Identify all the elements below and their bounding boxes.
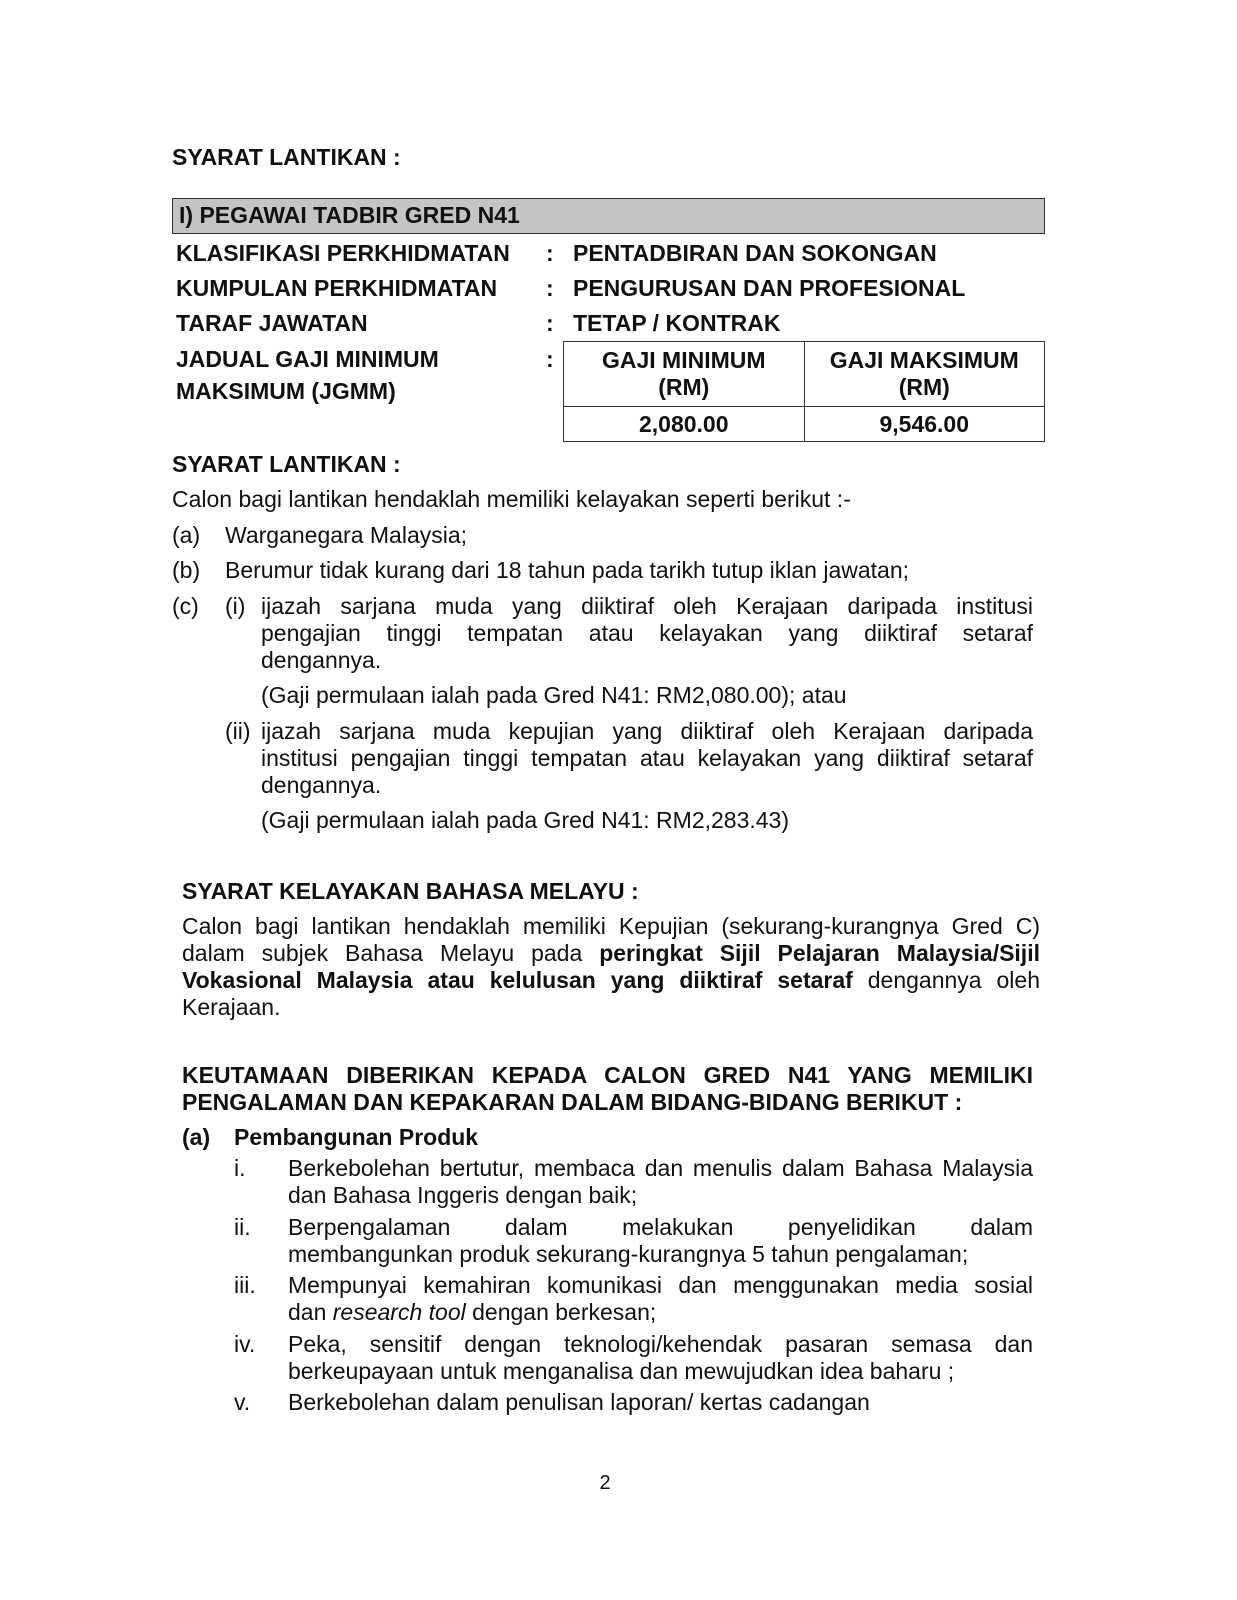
field-colon: : [546, 240, 554, 266]
syarat-c-i-line1: ijazah sarjana muda yang diiktiraf oleh Kerajaan daripada institusi [261, 593, 1033, 619]
list-marker: v. [234, 1389, 251, 1415]
syarat-c-ii-line2: institusi pengajian tinggi tempatan atau kelayakan yang diiktiraf setaraf [261, 745, 1033, 771]
bahasa-line1: Calon bagi lantikan hendaklah memiliki Kepujian (sekurang-kurangnya Gred C) [182, 913, 1040, 939]
list-marker: (i) [225, 593, 246, 619]
keutamaan-item-4-line1: Peka, sensitif dengan teknologi/kehendak pasaran semasa dan [288, 1331, 1033, 1357]
syarat-c-i-salary: (Gaji permulaan ialah pada Gred N41: RM2,080.00); atau [261, 682, 847, 708]
keutamaan-item-1-line2: dan Bahasa Inggeris dengan baik; [288, 1182, 638, 1208]
salary-max-header [804, 342, 1045, 407]
jgmm-label-line2: MAKSIMUM (JGMM) [176, 378, 396, 404]
section-heading-bahasa: SYARAT KELAYAKAN BAHASA MELAYU : [182, 878, 639, 904]
item-3-line2-post: dengan berkesan; [465, 1299, 657, 1325]
field-value-taraf: TETAP / KONTRAK [573, 310, 781, 336]
list-marker: (ii) [225, 718, 251, 744]
list-marker: (a) [182, 1124, 211, 1150]
salary-min-header-line2: (RM) [658, 374, 710, 400]
keutamaan-item-2-line1: Berpengalaman dalam melakukan penyelidikan dalam [288, 1214, 1033, 1240]
salary-min-value: 2,080.00 [564, 407, 805, 442]
field-colon: : [546, 346, 554, 372]
salary-min-header [564, 342, 805, 407]
keutamaan-item-5-line1: Berkebolehan dalam penulisan laporan/ kertas cadangan [288, 1389, 870, 1415]
keutamaan-heading-line2: PENGALAMAN DAN KEPAKARAN DALAM BIDANG-BIDANG BERIKUT : [182, 1089, 963, 1115]
list-marker: (c) [172, 593, 199, 619]
field-label-klasifikasi: KLASIFIKASI PERKHIDMATAN [176, 240, 510, 266]
syarat-c-ii-line1: ijazah sarjana muda kepujian yang diiktiraf oleh Kerajaan daripada [261, 718, 1033, 744]
keutamaan-item-3-line1: Mempunyai kemahiran komunikasi dan menggunakan media sosial [288, 1272, 1033, 1298]
syarat-item-a: Warganegara Malaysia; [225, 522, 468, 548]
list-marker: ii. [234, 1214, 251, 1240]
syarat-c-ii-salary: (Gaji permulaan ialah pada Gred N41: RM2,283.43) [261, 807, 790, 833]
list-marker: (b) [172, 557, 201, 583]
grade-header-text: I) PEGAWAI TADBIR GRED N41 [179, 202, 520, 228]
bahasa-line2-normal: dalam subjek Bahasa Melayu pada [182, 940, 600, 966]
field-colon: : [546, 310, 554, 336]
page-number: 2 [599, 1472, 611, 1494]
bahasa-line3-normal: dengannya oleh [852, 967, 1040, 993]
salary-max-value: 9,546.00 [804, 407, 1045, 442]
field-label-taraf: TARAF JAWATAN [176, 310, 368, 336]
bahasa-line3 [182, 967, 1040, 994]
syarat-c-i-line2: pengajian tinggi tempatan atau kelayakan yang diiktiraf setaraf [261, 620, 1033, 646]
keutamaan-item-4-line2: berkeupayaan untuk menganalisa dan mewujudkan idea baharu ; [288, 1358, 955, 1384]
syarat-item-b: Berumur tidak kurang dari 18 tahun pada tarikh tutup iklan jawatan; [225, 557, 910, 583]
keutamaan-item-3-line2 [288, 1299, 656, 1326]
list-marker: i. [234, 1155, 246, 1181]
bahasa-line3-bold: Vokasional Malaysia atau kelulusan yang diiktiraf setaraf [182, 967, 853, 993]
keutamaan-heading-line1: KEUTAMAAN DIBERIKAN KEPADA CALON GRED N41 YANG MEMILIKI [182, 1062, 1033, 1088]
syarat-c-ii-line3: dengannya. [261, 772, 382, 798]
bahasa-line2-bold: peringkat Sijil Pelajaran Malaysia/Sijil [599, 940, 1040, 966]
list-marker: iii. [234, 1272, 256, 1298]
keutamaan-item-2-line2: membangunkan produk sekurang-kurangnya 5 tahun pengalaman; [288, 1241, 969, 1267]
field-label-kumpulan: KUMPULAN PERKHIDMATAN [176, 275, 498, 301]
salary-max-header-line1: GAJI MAKSIMUM [829, 347, 1019, 373]
jgmm-label-line1: JADUAL GAJI MINIMUM [176, 346, 439, 372]
keutamaan-item-1-line1: Berkebolehan bertutur, membaca dan menulis dalam Bahasa Malaysia [288, 1155, 1033, 1181]
item-3-line2-italic: research tool [332, 1299, 466, 1325]
list-marker: iv. [234, 1331, 256, 1357]
salary-max-header-line2: (RM) [898, 374, 950, 400]
field-value-klasifikasi: PENTADBIRAN DAN SOKONGAN [573, 240, 937, 266]
salary-table [563, 341, 1045, 442]
page-heading: SYARAT LANTIKAN : [172, 144, 401, 170]
grade-header-bar [172, 198, 1045, 234]
list-marker: (a) [172, 522, 201, 548]
syarat-intro: Calon bagi lantikan hendaklah memiliki kelayakan seperti berikut :- [172, 486, 851, 512]
syarat-c-i-line3: dengannya. [261, 647, 382, 673]
item-3-line2-pre: dan [288, 1299, 333, 1325]
field-value-kumpulan: PENGURUSAN DAN PROFESIONAL [573, 275, 966, 301]
salary-min-header-line1: GAJI MINIMUM [601, 347, 766, 373]
keutamaan-subheading: Pembangunan Produk [234, 1124, 479, 1150]
bahasa-line2 [182, 940, 1040, 967]
field-colon: : [546, 275, 554, 301]
section-heading-syarat: SYARAT LANTIKAN : [172, 451, 401, 477]
bahasa-line4: Kerajaan. [182, 994, 281, 1020]
